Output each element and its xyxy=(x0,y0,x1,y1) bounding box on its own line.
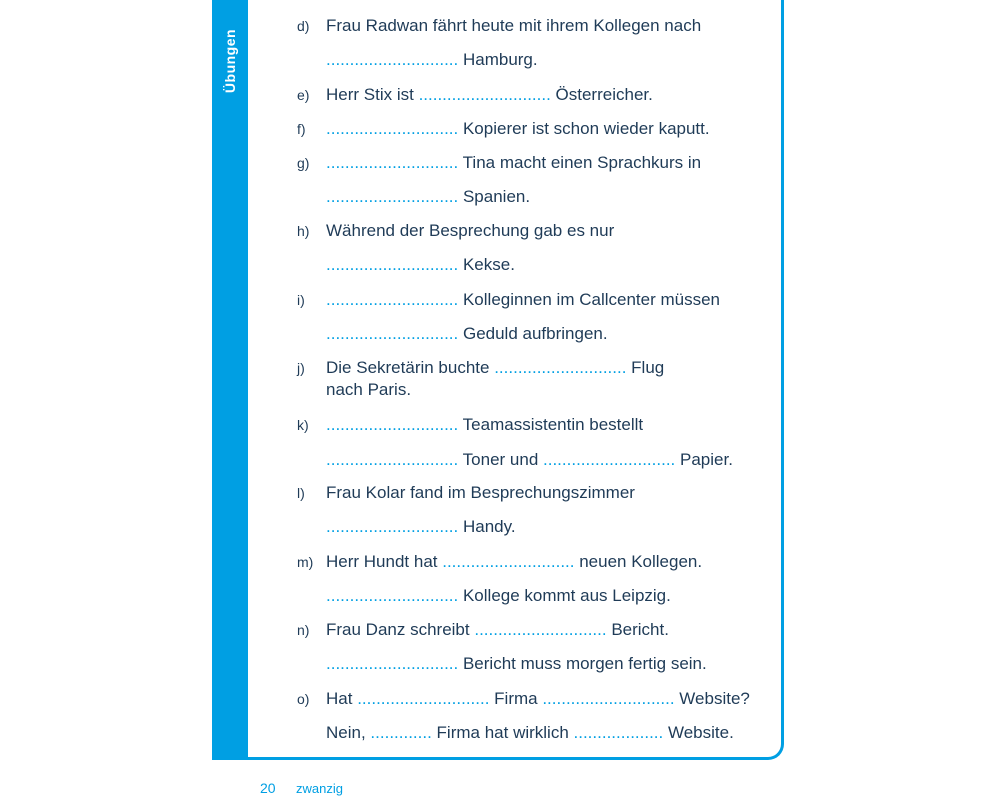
text-segment: nach Paris. xyxy=(326,380,412,399)
text-segment: Hat xyxy=(326,689,358,708)
exercise-letter: o) xyxy=(297,691,310,707)
text-segment: Spanien. xyxy=(458,187,531,206)
fill-in-gap: ............................ xyxy=(326,324,459,343)
exercise-letter: f) xyxy=(297,121,306,137)
fill-in-gap: ............................ xyxy=(326,187,459,206)
side-tab-label-box xyxy=(212,16,248,106)
exercise-text xyxy=(326,15,701,37)
exercise-text xyxy=(326,449,733,471)
fill-in-gap: ............................ xyxy=(542,689,675,708)
exercise-letter: n) xyxy=(297,622,310,638)
text-segment: Bericht muss morgen fertig sein. xyxy=(458,654,707,673)
exercise-text xyxy=(326,357,664,379)
exercise-text xyxy=(326,585,671,607)
exercise-text xyxy=(326,722,734,744)
exercise-letter: e) xyxy=(297,87,310,103)
fill-in-gap: ............................ xyxy=(326,415,459,434)
exercise-text xyxy=(326,516,516,538)
text-segment: Herr Stix ist xyxy=(326,85,419,104)
fill-in-gap: ............................ xyxy=(494,358,627,377)
fill-in-gap: ............................ xyxy=(326,119,459,138)
page-number-word: zwanzig xyxy=(296,781,343,796)
page-number: 20 xyxy=(260,780,276,796)
exercise-letter: d) xyxy=(297,18,310,34)
exercise-text xyxy=(326,254,515,276)
text-segment: Kollege kommt aus Leipzig. xyxy=(458,586,671,605)
text-segment: Frau Danz schreibt xyxy=(326,620,475,639)
exercise-letter: i) xyxy=(297,292,305,308)
fill-in-gap: ................... xyxy=(573,723,664,742)
text-segment: Firma xyxy=(489,689,543,708)
text-segment: neuen Kollegen. xyxy=(574,552,703,571)
fill-in-gap: ............................ xyxy=(326,654,459,673)
text-segment: Flug xyxy=(626,358,665,377)
fill-in-gap: ............................ xyxy=(326,586,459,605)
text-segment: Herr Hundt hat xyxy=(326,552,443,571)
text-segment: Teamassistentin bestellt xyxy=(458,415,644,434)
fill-in-gap: ............................ xyxy=(326,153,459,172)
exercise-text xyxy=(326,619,669,641)
exercise-letter: j) xyxy=(297,360,305,376)
exercise-text xyxy=(326,653,707,675)
text-segment: Website? xyxy=(674,689,750,708)
exercise-text xyxy=(326,49,538,71)
fill-in-gap: ............................ xyxy=(442,552,575,571)
text-segment: Firma hat wirklich xyxy=(431,723,574,742)
exercise-text xyxy=(326,323,608,345)
exercise-text xyxy=(326,289,720,311)
text-segment: Geduld aufbringen. xyxy=(458,324,608,343)
text-segment: Toner und xyxy=(458,450,544,469)
text-segment: Tina macht einen Sprachkurs in xyxy=(458,153,702,172)
text-segment: Frau Kolar fand im Besprechungszimmer xyxy=(326,483,635,502)
fill-in-gap: ............. xyxy=(370,723,432,742)
side-tab-label: Übungen xyxy=(222,28,238,94)
exercise-letter: k) xyxy=(297,417,309,433)
text-segment: Die Sekretärin buchte xyxy=(326,358,495,377)
fill-in-gap: ............................ xyxy=(326,290,459,309)
exercise-text xyxy=(326,379,411,401)
fill-in-gap: ............................ xyxy=(357,689,490,708)
exercise-text xyxy=(326,152,701,174)
text-segment: Papier. xyxy=(675,450,733,469)
exercise-letter: g) xyxy=(297,155,310,171)
text-segment: Österreicher. xyxy=(550,85,653,104)
exercise-text xyxy=(326,482,635,504)
text-segment: Handy. xyxy=(458,517,516,536)
text-segment: Website. xyxy=(663,723,734,742)
exercise-text xyxy=(326,220,614,242)
text-segment: Kekse. xyxy=(458,255,515,274)
exercise-text xyxy=(326,551,702,573)
exercise-letter: l) xyxy=(297,485,305,501)
fill-in-gap: ............................ xyxy=(326,450,459,469)
exercise-text xyxy=(326,186,530,208)
text-segment: Während der Besprechung gab es nur xyxy=(326,221,615,240)
exercise-text xyxy=(326,84,653,106)
fill-in-gap: ............................ xyxy=(474,620,607,639)
fill-in-gap: ............................ xyxy=(326,50,459,69)
exercise-letter: h) xyxy=(297,223,310,239)
exercise-text xyxy=(326,414,643,436)
exercise-text xyxy=(326,688,750,710)
text-segment: Bericht. xyxy=(606,620,669,639)
exercise-letter: m) xyxy=(297,554,314,570)
fill-in-gap: ............................ xyxy=(543,450,676,469)
page-frame xyxy=(244,0,784,760)
text-segment: Hamburg. xyxy=(458,50,538,69)
fill-in-gap: ............................ xyxy=(326,517,459,536)
fill-in-gap: ............................ xyxy=(326,255,459,274)
fill-in-gap: ............................ xyxy=(418,85,551,104)
text-segment: Kopierer ist schon wieder kaputt. xyxy=(458,119,710,138)
text-segment: Nein, xyxy=(326,723,371,742)
text-segment: Kolleginnen im Callcenter müssen xyxy=(458,290,720,309)
text-segment: Frau Radwan fährt heute mit ihrem Kollegen nach xyxy=(326,16,702,35)
exercise-text xyxy=(326,118,710,140)
side-tab xyxy=(212,0,248,760)
